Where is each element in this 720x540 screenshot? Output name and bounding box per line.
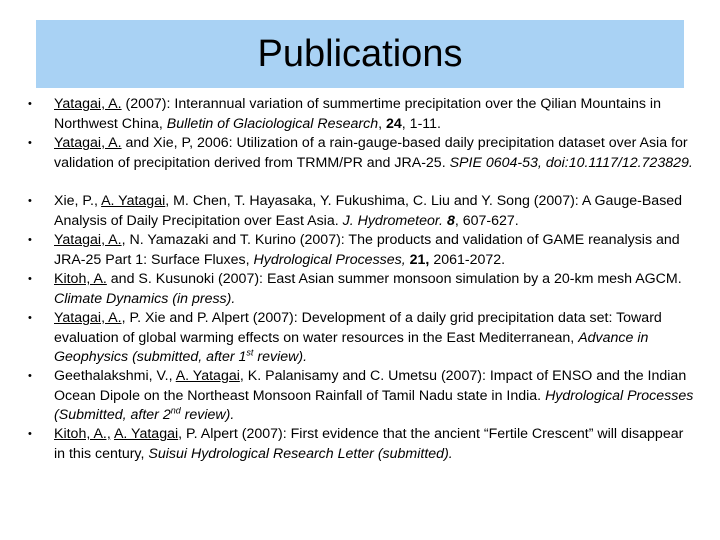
publication-item-1 (0, 95, 720, 134)
bullet-icon: • (28, 234, 32, 246)
citation-text: P. Xie and P. Alpert (2007): Development of a daily grid precipitation data set: Toward evaluation of global warming effects on water resources in the East Mediterranean, (54, 310, 662, 346)
journal-name-end: review). (253, 349, 308, 365)
volume: 24 (386, 115, 402, 132)
title-bar (36, 20, 684, 88)
citation-text: (2007): Interannual variation of summertime precipitation over the Qilian Mountains in Northwest China, (54, 96, 661, 132)
author-highlight: A. Yatagai (113, 426, 179, 442)
author-highlight: Kitoh, A. (54, 271, 107, 287)
bullet-icon: • (28, 370, 32, 382)
author-highlight: Yatagai, A. (54, 135, 122, 151)
bullet-icon: • (28, 312, 32, 324)
bullet-icon: • (28, 137, 32, 149)
publication-item-5 (0, 270, 720, 309)
publication-item-7 (0, 367, 720, 425)
author-highlight: A. Yatagai (175, 368, 240, 384)
journal-name: Suisui Hydrological Research Letter (submitted). (148, 445, 453, 462)
publication-list (0, 95, 720, 464)
citation-text: , N. Yamazaki and T. Kurino (2007): The products and validation of GAME reanalysis and JRA-25 Part 1: Surface Fluxes, (54, 232, 680, 268)
publication-item-3 (0, 192, 720, 231)
citation-text: and S. Kusunoki (2007): East Asian summer monsoon simulation by a 20-km mesh AGCM. (106, 271, 682, 287)
publication-item-2 (0, 134, 720, 192)
citation-text: , 607-627. (454, 212, 519, 229)
author-highlight: A. Yatagai (101, 193, 166, 209)
author-highlight: Yatagai, A. (54, 232, 122, 248)
superscript: st (246, 347, 254, 358)
journal-name-end: review). (180, 407, 235, 423)
journal-name: Hydrological Processes, (253, 251, 406, 268)
volume: 21, (409, 251, 430, 268)
citation-text: and Xie, P, 2006: Utilization of a rain-gauge-based daily precipitation dataset over Asia for validation of precipitation derived from TRMM/PR and JRA-25. (54, 135, 688, 171)
journal-name: Advance in Geophysics (submitted, after 1 (54, 329, 649, 365)
slide-title: Publications (257, 33, 463, 75)
publication-item-6 (0, 309, 720, 367)
volume: 8 (446, 212, 455, 229)
citation-text: , 1-11. (401, 115, 441, 132)
bullet-icon: • (28, 98, 32, 110)
citation-text: Geethalakshmi, V., (54, 368, 176, 384)
citation-text: , K. Palanisamy and C. Umetsu (2007): Impact of ENSO and the Indian Ocean Dipole on the Northeast Monsoon Rainfall of Tamil Nadu state in India. (54, 368, 687, 404)
journal-name: Hydrological Processes (Submitted, after 2 (54, 387, 694, 423)
journal-name: Bulletin of Glaciological Research (166, 115, 379, 132)
bullet-icon: • (28, 273, 32, 285)
citation-text: , P. Alpert (2007): First evidence that the ancient “Fertile Crescent” will disappear in this century, (54, 426, 684, 462)
publication-item-4 (0, 231, 720, 270)
citation-text: 2061-2072. (429, 251, 506, 268)
citation-text: , (378, 115, 387, 132)
author-highlight: Yatagai, A., (54, 310, 126, 326)
bullet-icon: • (28, 428, 32, 440)
citation-text: Xie, P., (54, 193, 102, 209)
citation-text: , M. Chen, T. Hayasaka, Y. Fukushima, C. Liu and Y. Song (2007): A Gauge-Based Analysis of Daily Precipitation over East Asia. (54, 193, 683, 229)
bullet-icon: • (28, 195, 32, 207)
publication-item-8 (0, 425, 720, 464)
superscript: nd (170, 405, 181, 416)
journal-name: Climate Dynamics (in press). (54, 290, 236, 307)
journal-name: J. Hydrometeor. (342, 212, 444, 229)
journal-name: SPIE 0604-53, doi:10.1117/12.723829. (449, 154, 693, 171)
author-highlight: Kitoh, A., (54, 426, 111, 442)
author-highlight: Yatagai, A. (54, 96, 122, 112)
